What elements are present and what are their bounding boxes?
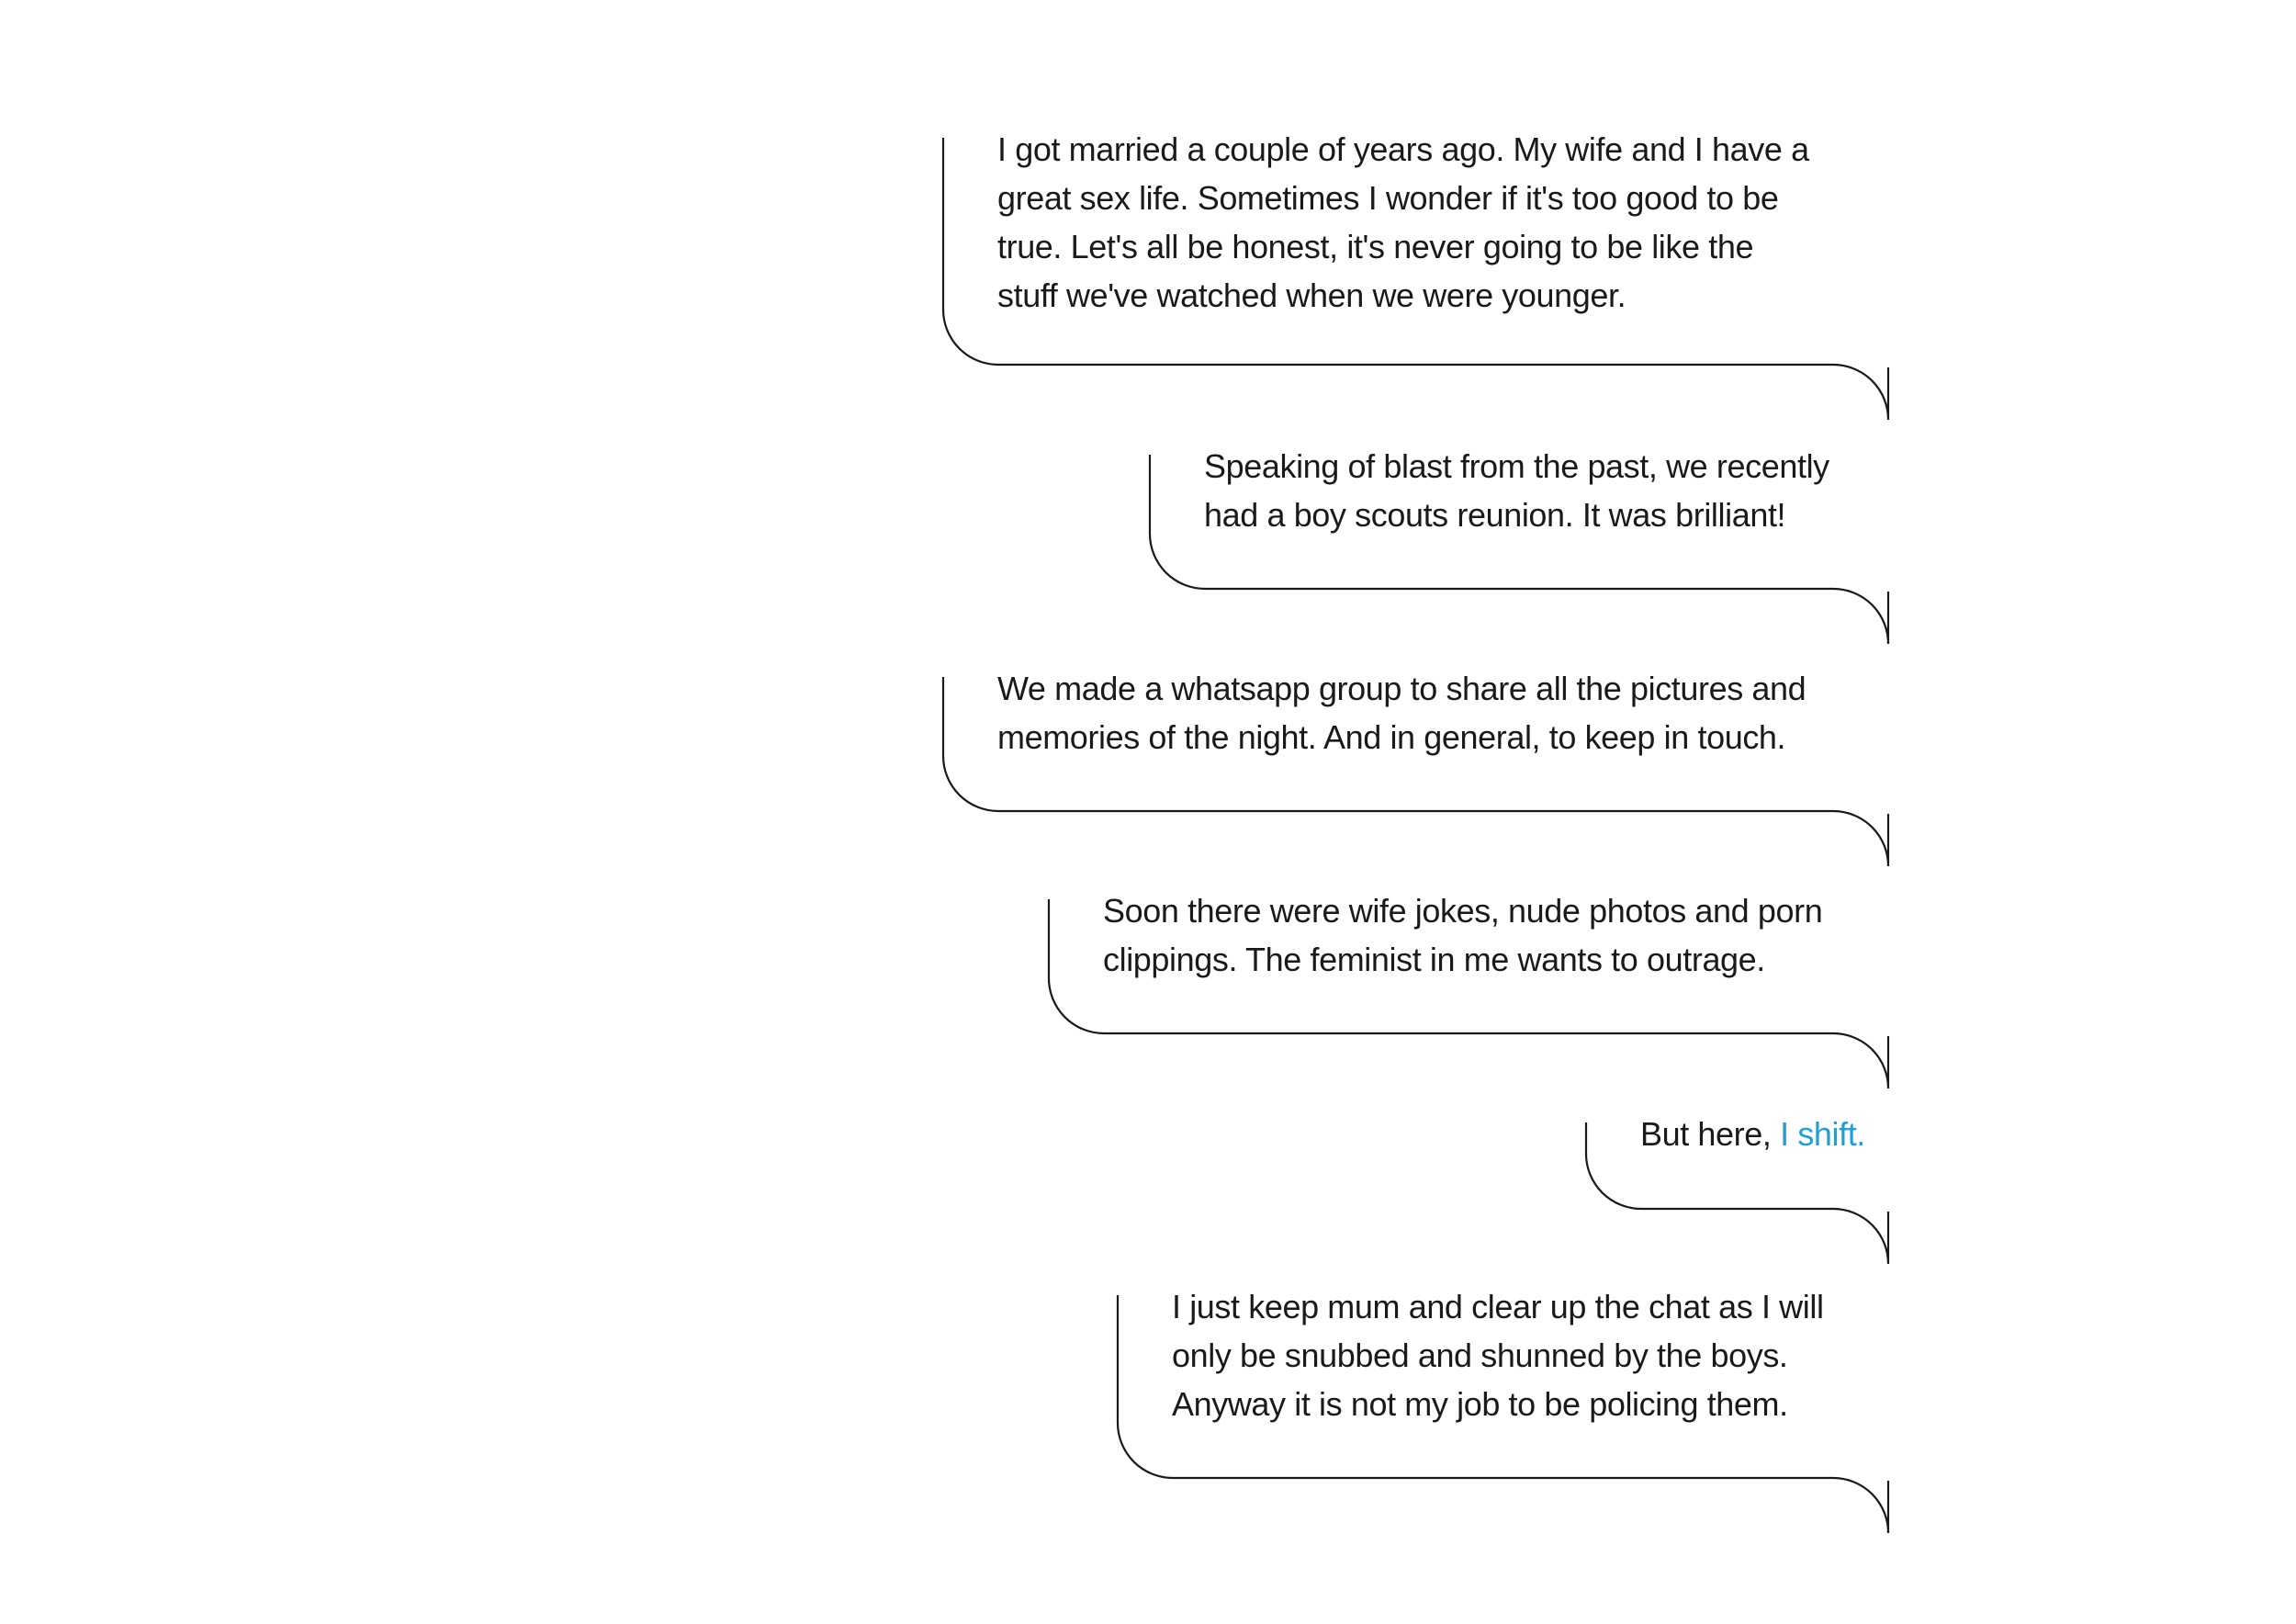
highlighted-phrase: I shift. bbox=[1780, 1115, 1865, 1153]
message-line: clippings. The feminist in me wants to outrage. bbox=[1103, 941, 1765, 978]
message-line: memories of the night. And in general, to keep in touch. bbox=[997, 718, 1786, 756]
message-line: I just keep mum and clear up the chat as I will bbox=[1172, 1288, 1824, 1325]
message-line: only be snubbed and shunned by the boys. bbox=[1172, 1336, 1788, 1374]
message-line: great sex life. Sometimes I wonder if it's too good to be bbox=[997, 179, 1779, 217]
message-line bbox=[1640, 1110, 1865, 1158]
message-prefix: But here, bbox=[1640, 1115, 1781, 1153]
message-line: Anyway it is not my job to be policing them. bbox=[1172, 1385, 1788, 1423]
message-bubble-4 bbox=[1048, 892, 1888, 1092]
message-text bbox=[1172, 1282, 1824, 1428]
message-line: Soon there were wife jokes, nude photos and porn bbox=[1103, 892, 1823, 930]
message-text bbox=[997, 125, 1809, 320]
message-line: true. Let's all be honest, it's never going to be like the bbox=[997, 228, 1754, 265]
message-text bbox=[1103, 886, 1822, 984]
message-line: stuff we've watched when we were younger. bbox=[997, 276, 1626, 314]
message-line: Speaking of blast from the past, we recently bbox=[1204, 447, 1829, 485]
message-line: I got married a couple of years ago. My wife and I have a bbox=[997, 130, 1809, 168]
message-text bbox=[997, 664, 1806, 761]
message-text bbox=[1640, 1110, 1865, 1158]
message-line: had a boy scouts reunion. It was brilliant! bbox=[1204, 496, 1786, 534]
message-bubble-5 bbox=[1585, 1115, 1888, 1265]
message-bubble-6 bbox=[1117, 1288, 1888, 1536]
message-line: We made a whatsapp group to share all the pictures and bbox=[997, 670, 1806, 707]
message-bubble-3 bbox=[942, 670, 1888, 870]
message-text bbox=[1204, 442, 1829, 539]
message-bubble-1 bbox=[942, 130, 1888, 423]
message-bubble-2 bbox=[1149, 447, 1888, 648]
